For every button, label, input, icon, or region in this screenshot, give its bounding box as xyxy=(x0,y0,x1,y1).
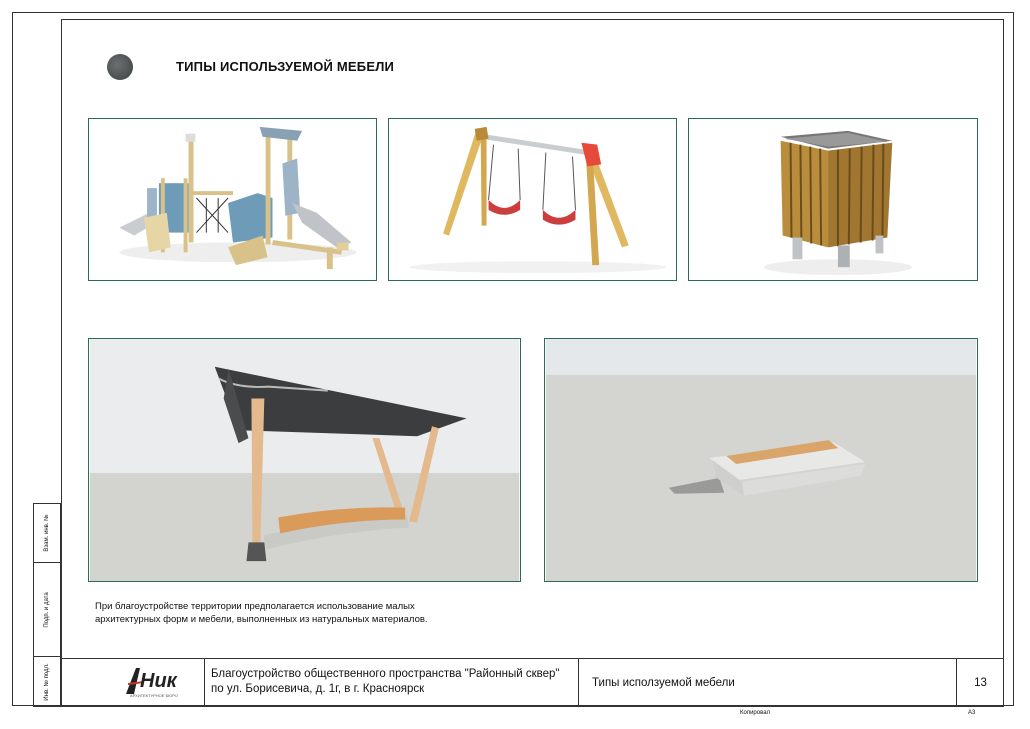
playground-complex-image xyxy=(88,118,377,281)
side-stamp-cell-2 xyxy=(33,562,61,657)
project-name-line-2: по ул. Борисевича, д. 1г, в г. Красноярск xyxy=(211,683,425,695)
project-name-line-1: Благоустройство общественного пространства "Районный сквер" xyxy=(211,668,560,680)
description-line-2: архитектурных форм и мебели, выполненных из натуральных материалов. xyxy=(95,614,428,625)
title-bullet-icon xyxy=(107,54,133,80)
logo-text: Ник xyxy=(140,670,177,692)
title-block-divider-1 xyxy=(204,658,205,707)
company-logo xyxy=(122,664,192,700)
swing-image xyxy=(388,118,677,281)
description-text xyxy=(95,600,515,626)
side-stamp-cell-1 xyxy=(33,503,61,563)
logo-subtitle: АРХИТЕКТУРНОЕ БЮРО xyxy=(130,693,178,698)
side-stamp-label-2: Подп. и дата xyxy=(44,591,50,628)
side-stamp-cell-3 xyxy=(33,656,61,707)
title-block-divider-2 xyxy=(578,658,579,707)
sheet-title: Типы исползуемой мебели xyxy=(592,677,735,689)
side-stamp-label-1: Взам. инв. № xyxy=(44,514,50,552)
sheet-number: 13 xyxy=(974,677,987,689)
description-line-1: При благоустройстве территории предполагается использование малых xyxy=(95,601,415,612)
project-name xyxy=(211,667,576,697)
title-block-top-border xyxy=(61,658,1004,659)
side-stamp-label-3: Инв. № подл. xyxy=(44,662,50,701)
canopy-bench-image xyxy=(88,338,521,582)
format-label: А3 xyxy=(968,710,976,716)
concrete-bench-image xyxy=(544,338,978,582)
page-title: ТИПЫ ИСПОЛЬЗУЕМОЙ МЕБЕЛИ xyxy=(176,59,395,74)
copied-label: Копировал xyxy=(740,710,771,716)
trash-bin-image xyxy=(688,118,978,281)
